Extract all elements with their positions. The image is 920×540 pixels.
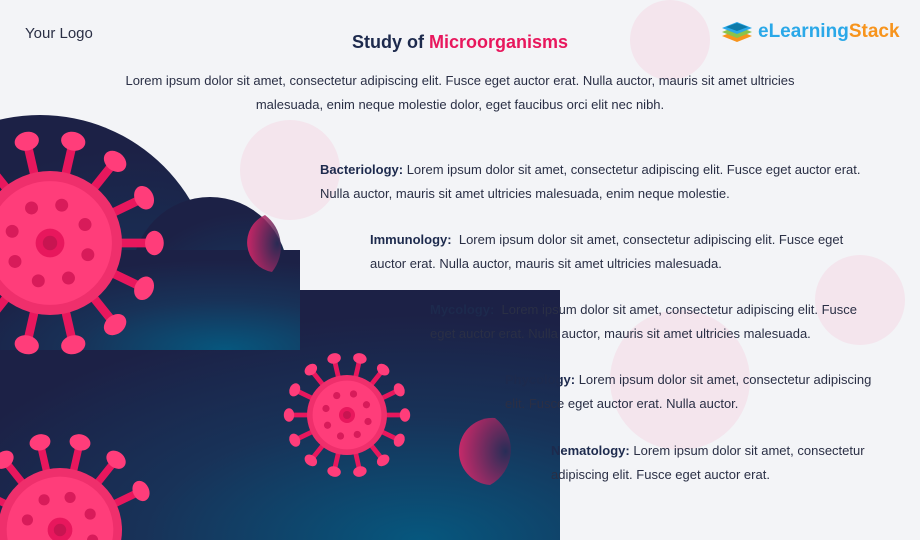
topic-text: Lorem ipsum dolor sit amet, consectetur adipiscing elit. Fusce eget auctor erat. [551,443,865,482]
logo-placeholder: Your Logo [25,25,93,42]
topic-label: Nematology: [551,443,630,458]
topic-phycology [505,368,890,416]
topic-nematology [551,439,891,487]
brand-part2: Stack [848,21,900,42]
brand-logo [720,18,900,46]
topic-bacteriology [320,158,890,206]
topic-label: Immunology: [370,232,452,247]
topic-text: Lorem ipsum dolor sit amet, consectetur adipiscing elit. Fusce eget auctor erat. Nulla auctor. [505,372,872,411]
title-prefix: Study of [351,32,424,52]
intro-paragraph: Lorem ipsum dolor sit amet, consectetur adipiscing elit. Fusce eget auctor erat. Nulla auctor, mauris sit amet ultricies malesuada, enim neque molestie dolor, eget faucibus orci elit nec nibh. [125,73,795,112]
topic-mycology [430,298,880,346]
topic-label: Mycology: [430,302,495,317]
topic-label: Bacteriology: [320,162,404,177]
topic-immunology [370,228,870,276]
topic-text: Lorem ipsum dolor sit amet, consectetur adipiscing elit. Fusce eget auctor erat. Nulla auctor, mauris sit amet ultricies malesuada. [370,232,844,271]
topic-text: Lorem ipsum dolor sit amet, consectetur adipiscing elit. Fusce eget auctor erat. Nulla auctor, mauris sit amet ultricies malesuada. [430,302,858,341]
topic-text: Lorem ipsum dolor sit amet, consectetur adipiscing elit. Fusce eget auctor erat. Nulla auctor, mauris sit amet ultricies malesuada, enim neque molestie. [320,162,861,201]
stack-icon [720,18,754,46]
title-accent: Microorganisms [428,32,569,52]
brand-part1: eLearning [758,21,849,42]
topic-label: Phycology: [505,372,576,387]
